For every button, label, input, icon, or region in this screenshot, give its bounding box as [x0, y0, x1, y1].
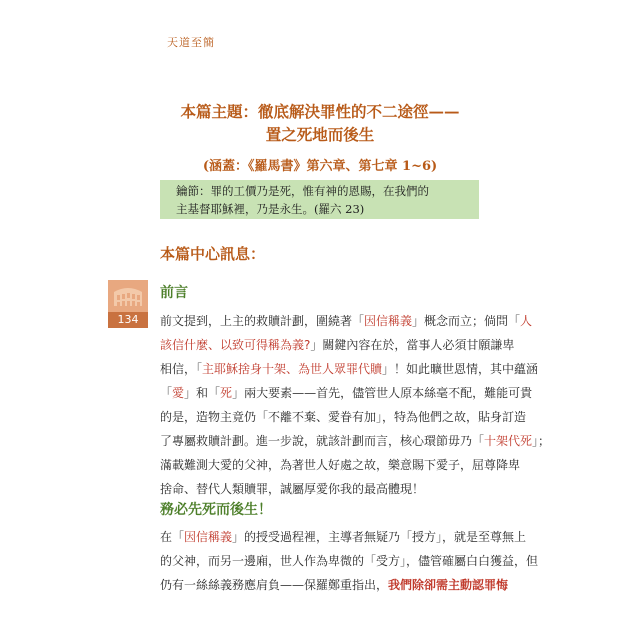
highlight-term: 該信什麼、以致可得稱為義?: [160, 338, 311, 352]
text-run: 」概念而立；倘問「: [412, 314, 521, 328]
intro-line-5: 的是，造物主竟仍「不離不棄、愛眷有加」，特為他們之故，貼身訂造: [160, 410, 527, 424]
text-run: 仍有一絲絲義務應肩負——保羅鄭重指出，: [160, 578, 389, 592]
text-run: 」！如此曠世恩情，其中蘊涵: [382, 362, 539, 376]
text-run: 」和「: [184, 386, 221, 400]
intro-paragraph: [160, 309, 551, 501]
intro-line-8: 捨命、替代人類贖罪，誠屬厚愛你我的最高體現！: [160, 482, 425, 496]
highlight-term: 愛: [172, 386, 185, 400]
intro-line-2: [160, 333, 515, 357]
key-verse-line-2: [176, 200, 479, 218]
intro-line-7: 滿載難測大愛的父神，為著世人好處之故，樂意賜下愛子，屈尊降卑: [160, 458, 521, 472]
chapter-title-block: [150, 100, 490, 176]
intro-line-4: [160, 381, 533, 405]
second-paragraph: [160, 525, 539, 597]
colosseum-icon: [108, 280, 148, 312]
page-number: 134: [108, 312, 148, 328]
intro-line-3: [160, 357, 539, 381]
key-verse-line-1: 鑰節：罪的工價乃是死，惟有神的恩賜，在我們的: [176, 184, 429, 198]
second-line-3: [160, 573, 509, 597]
second-line-2: 的父神，而另一邊廂，世人作為卑微的「受方」，儘管確屬白白獲益，但: [160, 554, 539, 568]
chapter-title-line-1: 本篇主題：徹底解決罪性的不二途徑——: [180, 102, 460, 121]
highlight-term: 主耶穌捨身十架、為世人眾罪代贖: [202, 362, 383, 376]
chapter-title-line-2: 置之死地而後生: [265, 125, 375, 144]
highlight-term: 我們除卻需主動認罪悔: [388, 578, 509, 592]
text-run: 」；: [532, 434, 551, 448]
text-run: 」關鍵內容在於，當事人必須甘願謙卑: [310, 338, 515, 352]
intro-heading: 前言: [160, 285, 188, 301]
key-verse-text: 主基督耶穌裡，乃是永生。: [176, 202, 314, 216]
page-tab: [108, 280, 148, 328]
text-run: 「: [160, 386, 173, 400]
highlight-term: 十架代死: [484, 434, 533, 448]
highlight-term: 因信稱義: [364, 314, 413, 328]
highlight-term: 因信稱義: [184, 530, 233, 544]
key-verse-reference: (羅六 23): [314, 202, 365, 216]
highlight-term: 死: [220, 386, 233, 400]
highlight-term: 人: [520, 314, 533, 328]
text-run: 前文提到，上主的救贖計劃，圍繞著「: [160, 314, 365, 328]
text-run: 了專屬救贖計劃。進一步說，就該計劃而言，核心環節毋乃「: [160, 434, 485, 448]
text-run: 」的授受過程裡，主導者無疑乃「授方」，就是至尊無上: [232, 530, 527, 544]
text-run: 在「: [160, 530, 185, 544]
sub-heading: 務必先死而後生！: [160, 502, 272, 518]
text-run: 」兩大要素——首先，儘管世人原本絲毫不配，難能可貴: [232, 386, 533, 400]
second-line-1: [160, 525, 527, 549]
section-heading: 本篇中心訊息：: [160, 245, 266, 263]
running-head: 天道至簡: [167, 36, 215, 49]
text-run: 相信，「: [160, 362, 203, 376]
chapter-scope: (涵蓋：《羅馬書》第六章、第七章 1~6): [202, 159, 438, 174]
key-verse-box: [160, 180, 479, 219]
intro-line-6: [160, 429, 551, 453]
intro-line-1: [160, 309, 533, 333]
